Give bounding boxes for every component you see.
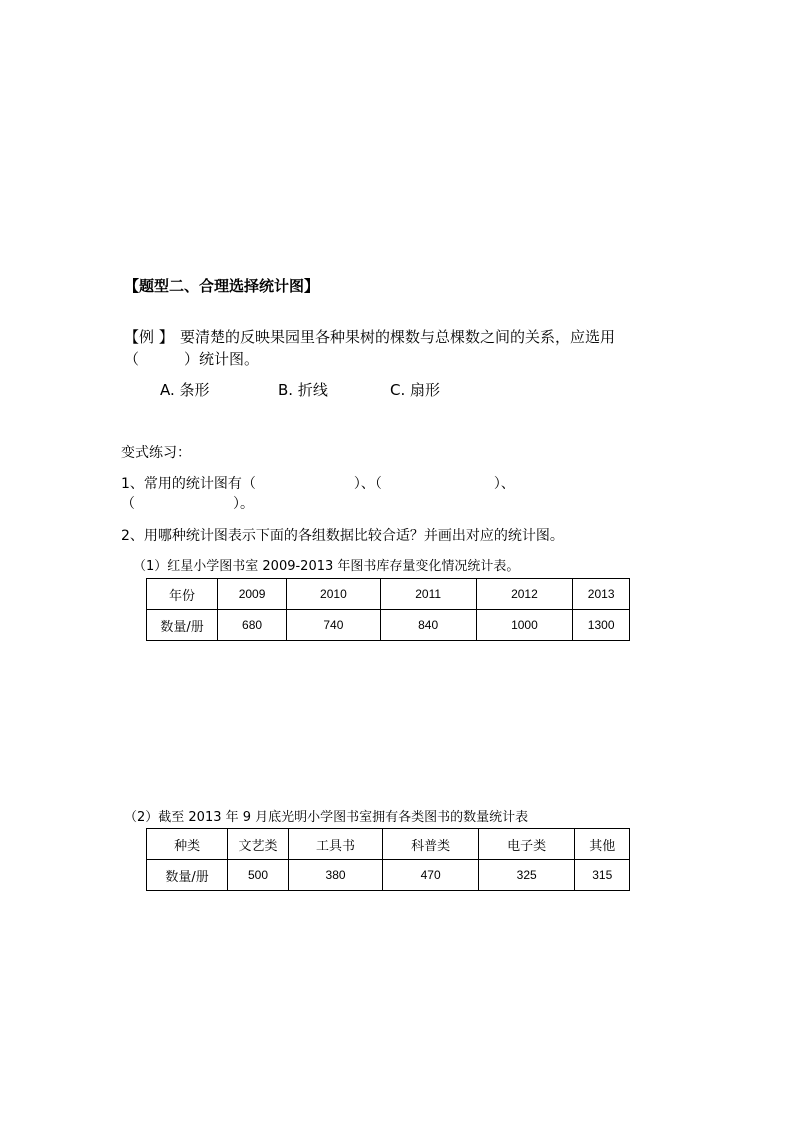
table2-col: 电子类 bbox=[478, 829, 575, 860]
practice-q1-line1: 1、常用的统计图有（ ）、（ ）、 bbox=[121, 476, 515, 492]
table2-col: 文艺类 bbox=[228, 829, 289, 860]
table2-value: 380 bbox=[288, 860, 383, 891]
table2-col: 科普类 bbox=[383, 829, 479, 860]
practice-q1-line2: （ ）。 bbox=[121, 496, 254, 512]
table2-caption: （2）截至 2013 年 9 月底光明小学图书室拥有各类图书的数量统计表 bbox=[124, 810, 529, 825]
table2-data-row bbox=[147, 860, 630, 891]
option-b: B. 折线 bbox=[278, 381, 328, 399]
table2-value: 470 bbox=[383, 860, 479, 891]
table1-data-row bbox=[147, 610, 630, 641]
table2 bbox=[146, 828, 630, 891]
table1-col: 2012 bbox=[476, 579, 573, 610]
table1-col: 2013 bbox=[573, 579, 630, 610]
table2-value: 325 bbox=[478, 860, 575, 891]
table1-header-label: 年份 bbox=[147, 579, 218, 610]
example-question-line1: 要清楚的反映果园里各种果树的棵数与总棵数之间的关系，应选用 bbox=[180, 328, 616, 346]
option-a: A. 条形 bbox=[160, 381, 210, 399]
practice-title: 变式练习： bbox=[121, 445, 191, 461]
table2-value: 500 bbox=[228, 860, 289, 891]
table1-value: 740 bbox=[287, 610, 381, 641]
table2-col: 其他 bbox=[575, 829, 630, 860]
example-tag: 【例 】 bbox=[124, 328, 174, 346]
table2-header-label: 种类 bbox=[147, 829, 228, 860]
table1-row-label: 数量/册 bbox=[147, 610, 218, 641]
table1-value: 680 bbox=[218, 610, 287, 641]
table2-header-row bbox=[147, 829, 630, 860]
table1-col: 2010 bbox=[287, 579, 381, 610]
table1-value: 1300 bbox=[573, 610, 630, 641]
table1-value: 840 bbox=[380, 610, 476, 641]
table1-value: 1000 bbox=[476, 610, 573, 641]
example-question-line2: （ ）统计图。 bbox=[124, 350, 260, 368]
table1 bbox=[146, 578, 630, 641]
section-title: 【题型二、合理选择统计图】 bbox=[124, 277, 320, 295]
table1-col: 2009 bbox=[218, 579, 287, 610]
table2-value: 315 bbox=[575, 860, 630, 891]
table1-header-row bbox=[147, 579, 630, 610]
option-c: C. 扇形 bbox=[390, 381, 441, 399]
table2-col: 工具书 bbox=[288, 829, 383, 860]
practice-q2: 2、用哪种统计图表示下面的各组数据比较合适？并画出对应的统计图。 bbox=[121, 528, 564, 544]
table2-row-label: 数量/册 bbox=[147, 860, 228, 891]
table1-col: 2011 bbox=[380, 579, 476, 610]
table1-caption: （1）红星小学图书室 2009-2013 年图书库存量变化情况统计表。 bbox=[133, 559, 520, 574]
